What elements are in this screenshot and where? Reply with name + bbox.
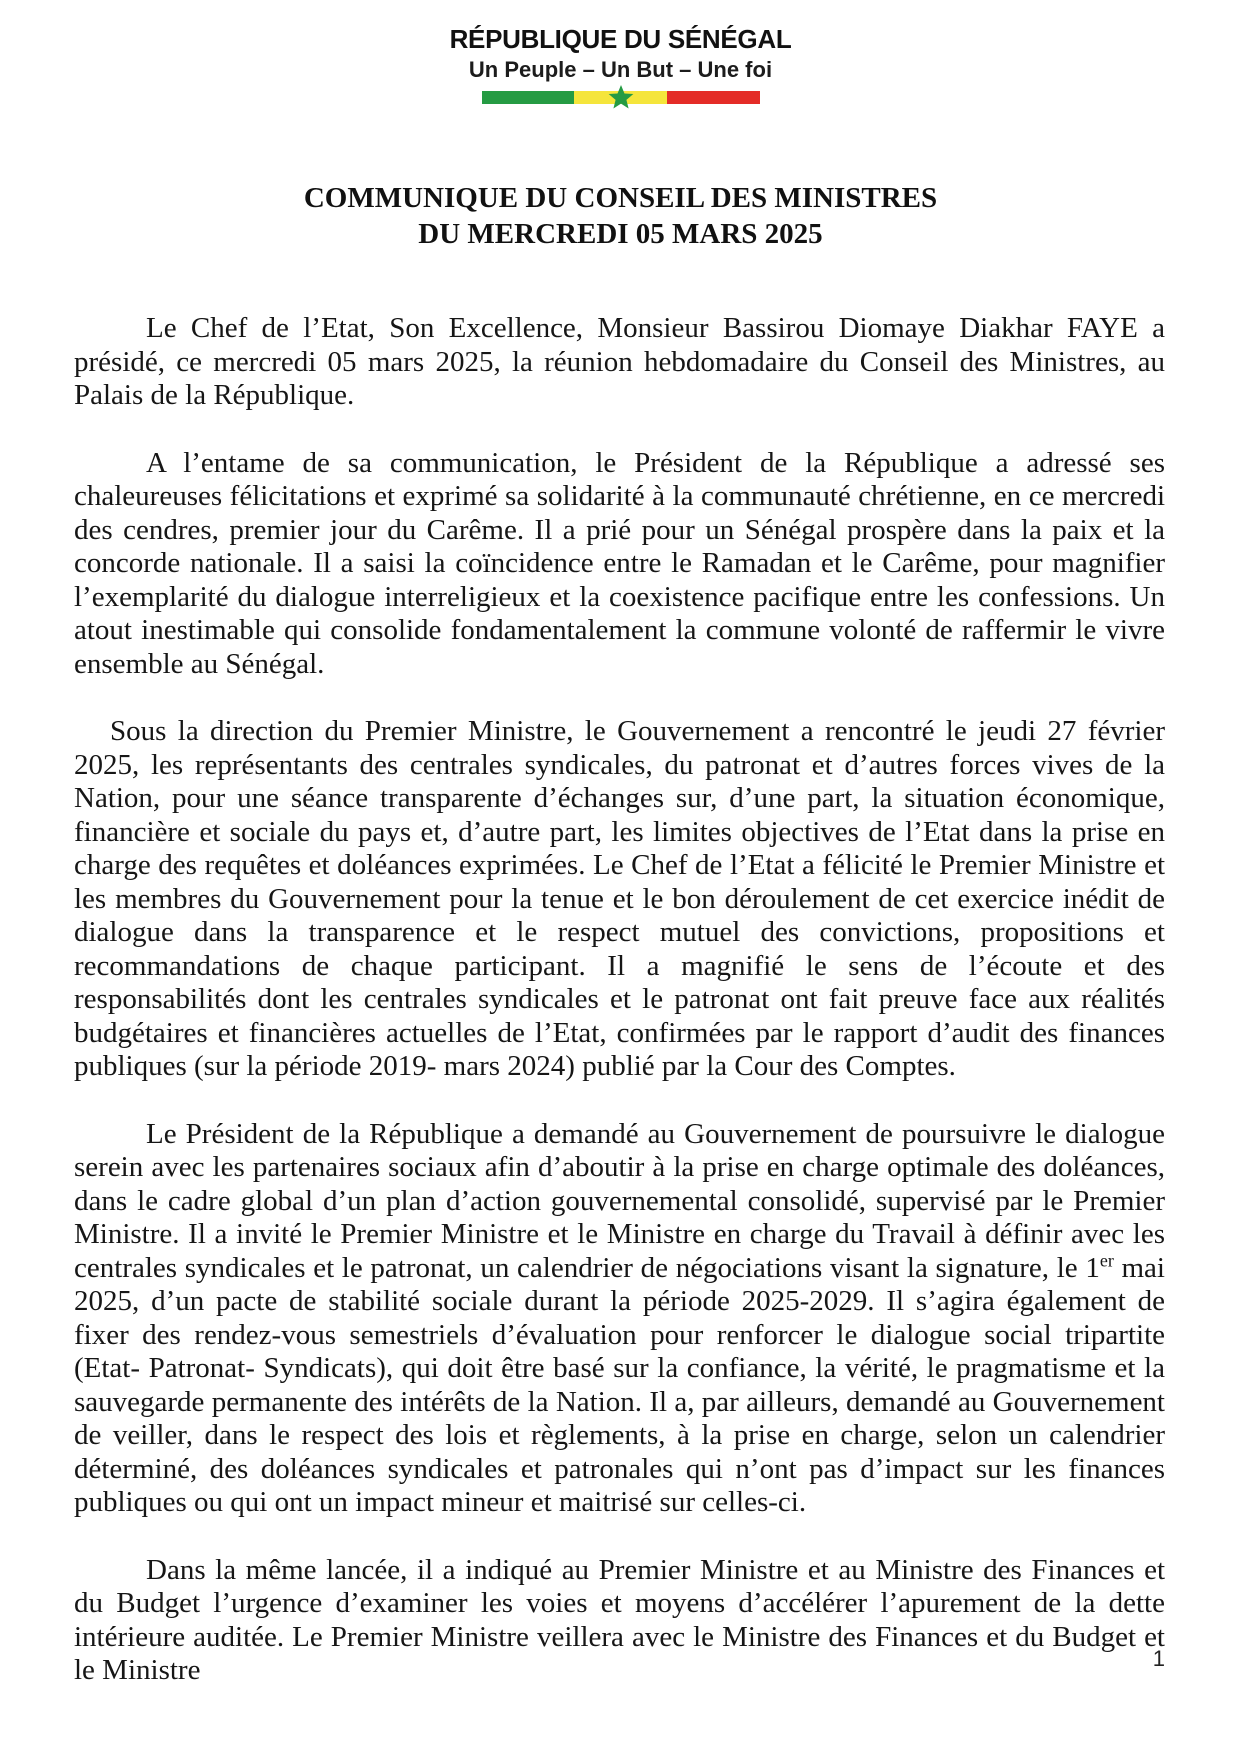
superscript-ordinal: er bbox=[1099, 1249, 1114, 1270]
paragraph-4-text-after: mai 2025, d’un pacte de stabilité sociale durant la période 2025-2029. Il s’agira également de fixer des rendez-vous semestriels d’évaluation pour renforcer le dialogue social tripartite (Etat- Patronat- Syndicats), qui doit être basé sur la confiance, la vérité, le pragmatisme et la sauvegarde permanente des intérêts de la Nation. Il a, par ailleurs, demandé au Gouvernement de veiller, dans le respect des lois et règlements, à la prise en charge, selon un calendrier déterminé, des doléances syndicales et patronales qui n’ont pas d’impact sur les finances publiques ou qui ont un impact mineur et maitrisé sur celles-ci. bbox=[74, 1251, 1165, 1518]
senegal-flag-bar bbox=[482, 91, 760, 104]
document-body bbox=[74, 312, 1165, 1688]
paragraph-4-text-before: Le Président de la République a demandé au Gouvernement de poursuivre le dialogue serein avec les partenaires sociaux afin d’aboutir à la prise en charge optimale des doléances, dans le cadre global d’un plan d’action gouvernemental consolidé, supervisé par le Premier Ministre. Il a invité le Premier Ministre et le Ministre en charge du Travail à définir avec les centrales syndicales et le patronat, un calendrier de négociations visant la signature, le 1 bbox=[74, 1117, 1165, 1284]
national-motto: Un Peuple – Un But – Une foi bbox=[468, 57, 773, 82]
document-title-line2: DU MERCREDI 05 MARS 2025 bbox=[418, 218, 823, 250]
star-icon bbox=[608, 85, 634, 111]
paragraph-3: Sous la direction du Premier Ministre, le Gouvernement a rencontré le jeudi 27 février 2025, les représentants des centrales syndicales, du patronat et d’autres forces vives de la Nation, pour une séance transparente d’échanges sur, d’une part, la situation économique, financière et sociale du pays et, d’autre part, les limites objectives de l’Etat dans la prise en charge des requêtes et doléances exprimées. Le Chef de l’Etat a félicité le Premier Ministre et les membres du Gouvernement pour la tenue et le bon déroulement de cet exercice inédit de dialogue dans la transparence et le respect mutuel des convictions, propositions et recommandations de chaque participant. Il a magnifié le sens de l’écoute et des responsabilités dont les centrales syndicales et le patronat ont fait preuve face aux réalités budgétaires et financières actuelles de l’Etat, confirmées par le rapport d’audit des finances publiques (sur la période 2019- mars 2024) publié par la Cour des Comptes. bbox=[74, 715, 1165, 1082]
document-title-line1: COMMUNIQUE DU CONSEIL DES MINISTRES bbox=[303, 182, 938, 214]
paragraph-5: Dans la même lancée, il a indiqué au Premier Ministre et au Ministre des Finances et du Budget l’urgence d’examiner les voies et moyens d’accélérer l’apurement de la dette intérieure auditée. Le Premier Ministre veillera avec le Ministre des Finances et du Budget et le Ministre bbox=[74, 1553, 1165, 1686]
star-shape bbox=[608, 85, 633, 109]
paragraph-1: Le Chef de l’Etat, Son Excellence, Monsieur Bassirou Diomaye Diakhar FAYE a présidé, ce mercredi 05 mars 2025, la réunion hebdomadaire du Conseil des Ministres, au Palais de la République. bbox=[74, 312, 1165, 411]
republic-brand-title: RÉPUBLIQUE DU SÉNÉGAL bbox=[449, 24, 792, 54]
flag-green-segment bbox=[482, 91, 575, 104]
paragraph-2: A l’entame de sa communication, le Président de la République a adressé ses chaleureuses félicitations et exprimé sa solidarité à la communauté chrétienne, en ce mercredi des cendres, premier jour du Carême. Il a prié pour un Sénégal prospère dans la paix et la concorde nationale. Il a saisi la coïncidence entre le Ramadan et le Carême, pour magnifier l’exemplarité du dialogue interreligieux et la coexistence pacifique entre les confessions. Un atout inestimable qui consolide fondamentalement la commune volonté de raffermir le vivre ensemble au Sénégal. bbox=[74, 446, 1165, 680]
flag-red-segment bbox=[667, 91, 760, 104]
paragraph-4 bbox=[74, 1118, 1165, 1520]
page-number: 1 bbox=[1152, 1646, 1165, 1671]
letterhead bbox=[0, 0, 1241, 104]
document-title bbox=[0, 180, 1241, 252]
